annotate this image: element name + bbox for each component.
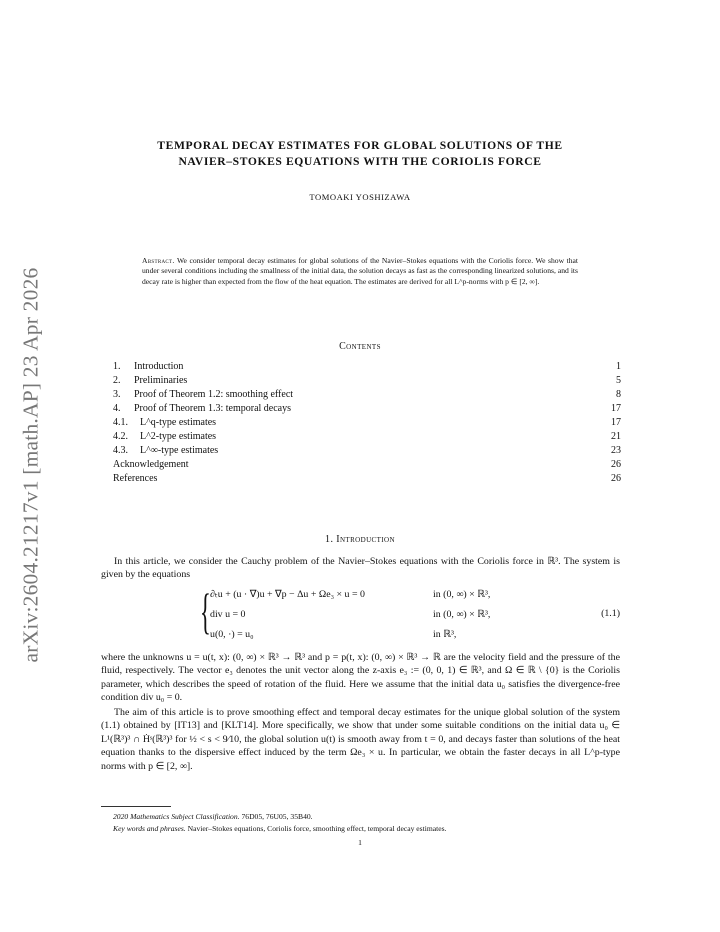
toc-title: L^2-type estimates [140, 431, 217, 442]
toc-row[interactable] [113, 444, 621, 458]
toc-title: Proof of Theorem 1.3: temporal decays [134, 403, 291, 414]
toc-page: 26 [611, 459, 621, 470]
toc-number: 3. [113, 389, 121, 400]
toc-row[interactable] [113, 472, 621, 486]
footnote-msc-text: 76D05, 76U05, 35B40. [241, 812, 313, 821]
abstract-text: We consider temporal decay estimates for global solutions of the Navier–Stokes equations with the Coriolis force. We show that under several conditions including the smallness of the initial data, the solution decays as fast as the corresponding linearized solutions, and its decay rate is higher than expected from the flow of the heat equation. The estimates are derived for all L^p-norms with p ∈ [2, ∞]. [142, 256, 578, 286]
toc-title: Acknowledgement [113, 459, 189, 470]
toc-page: 23 [611, 445, 621, 456]
toc-page: 1 [616, 361, 621, 372]
left-brace-icon: { [200, 583, 211, 639]
footnote-keywords [113, 823, 620, 834]
equation-row-3: u(0, ·) = u₀ [210, 629, 254, 640]
toc-page: 5 [616, 375, 621, 386]
toc-row[interactable] [113, 430, 621, 444]
arxiv-identifier: arXiv:2604.21217v1 [math.AP] 23 Apr 2026 [18, 267, 43, 663]
abstract [142, 256, 578, 287]
page-number: 1 [358, 838, 362, 847]
toc-row[interactable] [113, 458, 621, 472]
toc-title: L^q-type estimates [140, 417, 217, 428]
toc-row[interactable] [113, 402, 621, 416]
toc-title: Introduction [134, 361, 184, 372]
toc-title: References [113, 473, 158, 484]
intro-paragraph-3: The aim of this article is to prove smoothing effect and temporal decay estimates for the unique global solution of the system (1.1) obtained by [IT13] and [KLT14]. More specifically, we show that under some suitable conditions on the initial data u₀ ∈ L¹(ℝ³)³ ∩ Ḣˢ(ℝ³)³ for ½ < s < 9⁄10, the global solution u(t) is smooth away from t = 0, and decays faster than solutions of the heat equation thanks to the dispersive effect induced by the term Ωe₃ × u. In particular, we obtain the faster decays in all L^p-type norms with p ∈ [2, ∞]. [101, 707, 620, 772]
intro-paragraph-2: where the unknowns u = u(t, x): (0, ∞) × ℝ³ → ℝ³ and p = p(t, x): (0, ∞) × ℝ³ → ℝ are the velocity field and the pressure of the fluid, respectively. The vector e₃ denotes the unit vector along the z-axis e₃ := (0, 0, 1) ∈ ℝ³, and Ω ∈ ℝ \ {0} is the Coriolis parameter, which describes the speed of rotation of the fluid. Here we assume that the initial data u₀ satisfies the divergence-free condition div u₀ = 0. [101, 652, 620, 704]
toc-row[interactable] [113, 388, 621, 402]
toc-row[interactable] [113, 416, 621, 430]
footnote-msc [113, 811, 620, 822]
paper-title [100, 138, 620, 170]
toc-page: 17 [611, 403, 621, 414]
toc-number: 2. [113, 375, 121, 386]
toc-row[interactable] [113, 374, 621, 388]
toc-page: 21 [611, 431, 621, 442]
title-line-2: NAVIER–STOKES EQUATIONS WITH THE CORIOLIS FORCE [178, 155, 542, 168]
toc-number: 4.1. [113, 417, 128, 428]
equation-domain-1: in (0, ∞) × ℝ³, [433, 589, 491, 600]
equation-row-1: ∂ₜu + (u · ∇)u + ∇p − Δu + Ωe₃ × u = 0 [210, 589, 365, 600]
footnote-msc-label: 2020 Mathematics Subject Classification. [113, 812, 240, 821]
equation-number: (1.1) [601, 608, 620, 619]
toc-page: 17 [611, 417, 621, 428]
intro-paragraph-1: In this article, we consider the Cauchy problem of the Navier–Stokes equations with the Coriolis force in ℝ³. The system is given by the equations [101, 556, 620, 581]
table-of-contents [113, 360, 621, 486]
toc-number: 4. [113, 403, 121, 414]
toc-page: 8 [616, 389, 621, 400]
toc-title: Preliminaries [134, 375, 188, 386]
footnote-divider [101, 806, 171, 807]
contents-heading: Contents [339, 341, 381, 352]
footnote-keywords-label: Key words and phrases. [113, 824, 186, 833]
author-name: TOMOAKI YOSHIZAWA [309, 192, 411, 202]
arxiv-identifier-stamp [14, 245, 48, 685]
title-line-1: TEMPORAL DECAY ESTIMATES FOR GLOBAL SOLUTIONS OF THE [157, 139, 563, 152]
toc-number: 1. [113, 361, 121, 372]
toc-title: Proof of Theorem 1.2: smoothing effect [134, 389, 294, 400]
toc-title: L^∞-type estimates [140, 445, 219, 456]
abstract-label: Abstract. [142, 256, 175, 265]
toc-page: 26 [611, 473, 621, 484]
section-heading-introduction: 1. Introduction [325, 534, 395, 545]
equation-domain-3: in ℝ³, [433, 629, 457, 640]
equation-row-2: div u = 0 [210, 609, 246, 620]
toc-number: 4.3. [113, 445, 128, 456]
toc-number: 4.2. [113, 431, 128, 442]
equation-system [200, 583, 620, 642]
toc-row[interactable] [113, 360, 621, 374]
footnote-keywords-text: Navier–Stokes equations, Coriolis force, smoothing effect, temporal decay estimates. [187, 824, 447, 833]
equation-domain-2: in (0, ∞) × ℝ³, [433, 609, 491, 620]
